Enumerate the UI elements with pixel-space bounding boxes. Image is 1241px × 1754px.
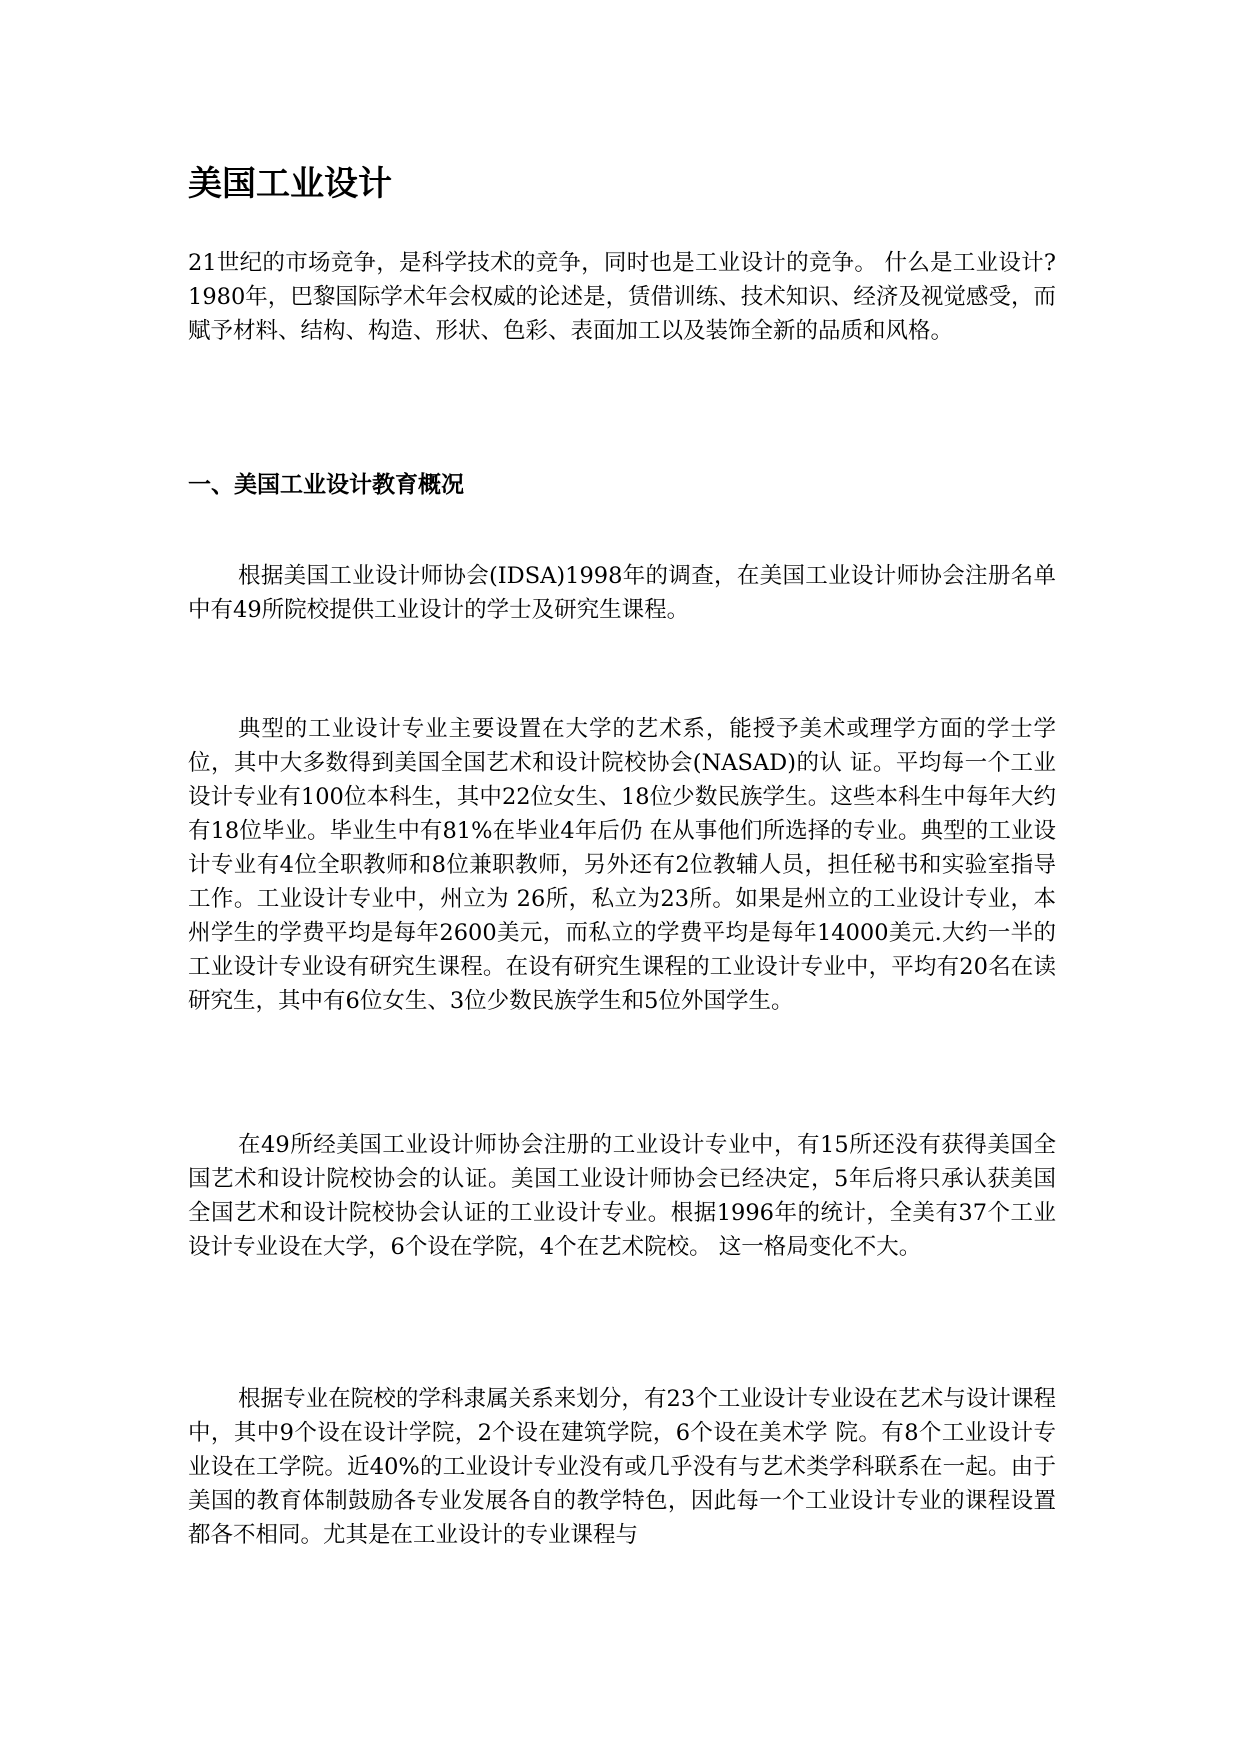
body-paragraph-4: 根据专业在院校的学科隶属关系来划分，有23个工业设计专业设在艺术与设计课程中，其中9个设在设计学院，2个设在建筑学院，6个设在美术学 院。有8个工业设计专业设在工学院。近40%的工业设计专业没有或几乎没有与艺术类学科联系在一起。由于美国的教育体制鼓励各专业发展各自的教学特色，因此每一个工业设计专业的课程设置都各不相同。尤其是在工业设计的专业课程与 bbox=[188, 1386, 1056, 1548]
body-paragraph-1: 根据美国工业设计师协会(IDSA)1998年的调查，在美国工业设计师协会注册名单中有49所院校提供工业设计的学士及研究生课程。 bbox=[188, 563, 1056, 623]
body-paragraph-3: 在49所经美国工业设计师协会注册的工业设计专业中，有15所还没有获得美国全国艺术和设计院校协会的认证。美国工业设计师协会已经决定，5年后将只承认获美国全国艺术和设计院校协会认证的工业设计专业。根据1996年的统计，全美有37个工业设计专业设在大学，6个设在学院，4个在艺术院校。 这一格局变化不大。 bbox=[188, 1132, 1056, 1260]
section-heading: 一、美国工业设计教育概况 bbox=[188, 472, 464, 498]
document-title: 美国工业设计 bbox=[188, 164, 392, 204]
intro-paragraph: 21世纪的市场竞争，是科学技术的竞争，同时也是工业设计的竞争。 什么是工业设计?1980年，巴黎国际学术年会权威的论述是，赁借训练、技术知识、经济及视觉感受，而赋予材料、结构、构造、形状、色彩、表面加工以及装饰全新的品质和风格。 bbox=[188, 250, 1056, 344]
body-paragraph-2: 典型的工业设计专业主要设置在大学的艺术系，能授予美术或理学方面的学士学位，其中大多数得到美国全国艺术和设计院校协会(NASAD)的认 证。平均每一个工业设计专业有100位本科生，其中22位女生、18位少数民族学生。这些本科生中每年大约有18位毕业。毕业生中有81%在毕业4年后仍 在从事他们所选择的专业。典型的工业设计专业有4位全职教师和8位兼职教师，另外还有2位教辅人员，担任秘书和实验室指导工作。工业设计专业中，州立为 26所，私立为23所。如果是州立的工业设计专业，本州学生的学费平均是每年2600美元，而私立的学费平均是每年14000美元.大约一半的工业设计专业设有研究生课程。在设有研究生课程的工业设计专业中，平均有20名在读研究生，其中有6位女生、3位少数民族学生和5位外国学生。 bbox=[188, 716, 1056, 1014]
